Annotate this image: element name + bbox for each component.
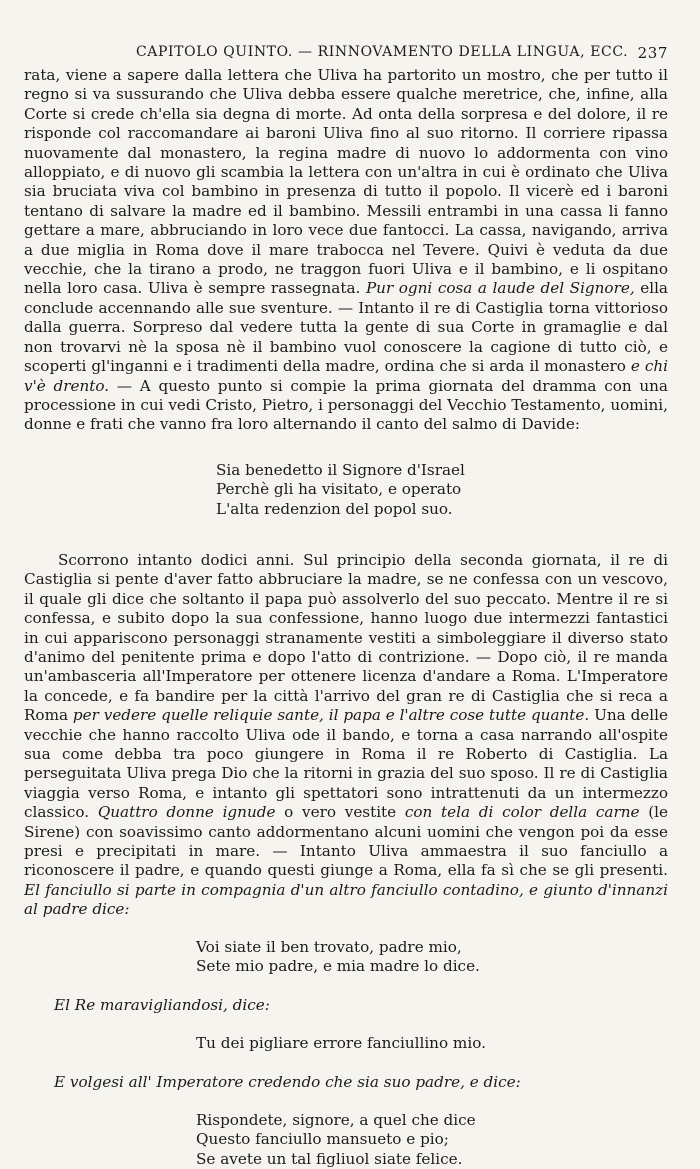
dialogue-verse bbox=[24, 938, 668, 977]
stage-direction: El fanciullo si parte in compagnia d'un altro fanciullo contadino, e giunto d'innanzi al padre dice: bbox=[24, 880, 668, 919]
verse-line: Questo fanciullo mansueto e pio; bbox=[196, 1130, 449, 1149]
book-page bbox=[24, 44, 668, 1169]
dialogue-verse bbox=[24, 1034, 668, 1053]
text-span: rata, viene a sapere dalla lettera che Uliva ha partorito un mostro, che per tutto il regno si va sussurando che Uliva debba essere qualche meretrice, che, infine, alla Corte si crede ch'ella sia degna di morte. Ad onta della sorpresa e del dolore, il re risponde col raccomandare ai baroni Uliva fino al suo ritorno. Il corriere ripassa nuovamente dal monastero, la regina madre di nuovo lo addormenta con vino alloppiato, e di nuovo gli scambia la lettera con un'altra in cui è ordinato che Uliva sia bruciata viva col bambino in presenza di tutto il popolo. Il vicerè ed i baroni tentano di salvare la madre ed il bambino. Messili entrambi in una cassa li fanno gettare a mare, abbruciando in loro vece due fantocci. La cassa, navigando, arriva a due miglia in Roma dove il mare trabocca nel Tevere. Quivi è veduta da due vecchie, che la tirano a prodo, ne traggon fuori Uliva e il bambino, e li ospitano nella loro casa. Uliva è sempre rassegnata. bbox=[24, 66, 668, 298]
paragraph-1 bbox=[24, 66, 668, 435]
italic-quote: e chi v'è drento. bbox=[24, 357, 669, 395]
text-span: Scorrono intanto dodici anni. Sul principio della seconda giornata, il re di Castiglia si pente d'aver fatto abbruciare la madre, se ne confessa con un vescovo, il quale gli dice che soltanto il papa può assolverlo del suo peccato. Mentre il re si confessa, e subito dopo la sua confessione, hanno luogo due intermezzi fantastici in cui appariscono personaggi stranamente vestiti a simboleggiare il diverso stato d'animo del penitente prima e dopo l'atto di contrizione. — Dopo ciò, il re manda un'ambasceria all'Imperatore per ottenere licenza d'andare a Roma. L'Imperatore la concede, e fa bandire per la città l'arrivo del gran re di Castiglia che si reca a Roma bbox=[24, 550, 668, 725]
dialogue-verse bbox=[24, 1111, 668, 1169]
psalm-verse bbox=[24, 461, 668, 519]
verse-line: Se avete un tal figliuol siate felice. bbox=[196, 1149, 463, 1168]
verse-line: L'alta redenzion del popol suo. bbox=[216, 499, 453, 518]
text-span: o vero vestite bbox=[284, 803, 397, 822]
verse-line: Sia benedetto il Signore d'Israel bbox=[216, 460, 465, 479]
italic-quote: con tela di color della carne bbox=[404, 803, 640, 822]
verse-line: Rispondete, signore, a quel che dice bbox=[196, 1110, 476, 1129]
text-span: ella conclude accennando alle sue sventure. — Intanto il re di Castiglia torna vittorioso dalla guerra. Sorpreso dal vedere tutta la gente di sua Corte in gramaglie e dal non trovarvi nè la sposa nè il bambino vuol conoscere la cagione di tutto ciò, e scoperti gl'inganni e i tradimenti della madre, ordina che si arda il monastero bbox=[24, 279, 668, 376]
stage-direction: E volgesi all' Imperatore credendo che sia suo padre, e dice: bbox=[54, 1073, 521, 1092]
paragraph-2 bbox=[24, 551, 668, 920]
verse-line: Perchè gli ha visitato, e operato bbox=[216, 480, 462, 499]
text-span: (le Sirene) con soavissimo canto addormentano alcuni uomini che vengon poi da esse presi e precipitati in mare. — Intanto Uliva ammaestra il suo fanciullo a riconoscere il padre, e quando questi giunge a Roma, ella fa sì che se gli presenti. bbox=[24, 803, 669, 880]
verse-line: Tu dei pigliare errore fanciullino mio. bbox=[196, 1033, 486, 1052]
chapter-title: CAPITOLO QUINTO. — RINNOVAMENTO DELLA LINGUA, ECC. bbox=[136, 44, 629, 60]
page-number: 237 bbox=[637, 44, 668, 62]
running-header bbox=[24, 44, 668, 66]
italic-quote: Quattro donne ignude bbox=[97, 803, 276, 822]
text-span: Una delle vecchie che hanno raccolto Uliva ode il bando, e torna a casa narrando all'ospite sua come debba tra poco giungere in Roma il re Roberto di Castiglia. La perseguitata Uliva prega Dio che la ritorni in grazia del suo sposo. Il re di Castiglia viaggia verso Roma, e intanto gli spettatori sono intrattenuti da un intermezzo classico. bbox=[24, 706, 668, 822]
italic-quote: per vedere quelle reliquie sante, il papa e l'altre cose tutte quante. bbox=[72, 706, 590, 725]
stage-direction: El Re maravigliandosi, dice: bbox=[54, 996, 270, 1015]
text-span: — A questo punto si compie la prima giornata del dramma con una processione in cui vedi Cristo, Pietro, i personaggi del Vecchio Testamento, uomini, donne e frati che vanno fra loro alternando il canto del salmo di Davide: bbox=[24, 376, 668, 434]
verse-line: Voi siate il ben trovato, padre mio, bbox=[196, 937, 462, 956]
italic-quote: Pur ogni cosa a laude del Signore, bbox=[365, 279, 635, 298]
verse-line: Sete mio padre, e mia madre lo dice. bbox=[196, 957, 480, 976]
